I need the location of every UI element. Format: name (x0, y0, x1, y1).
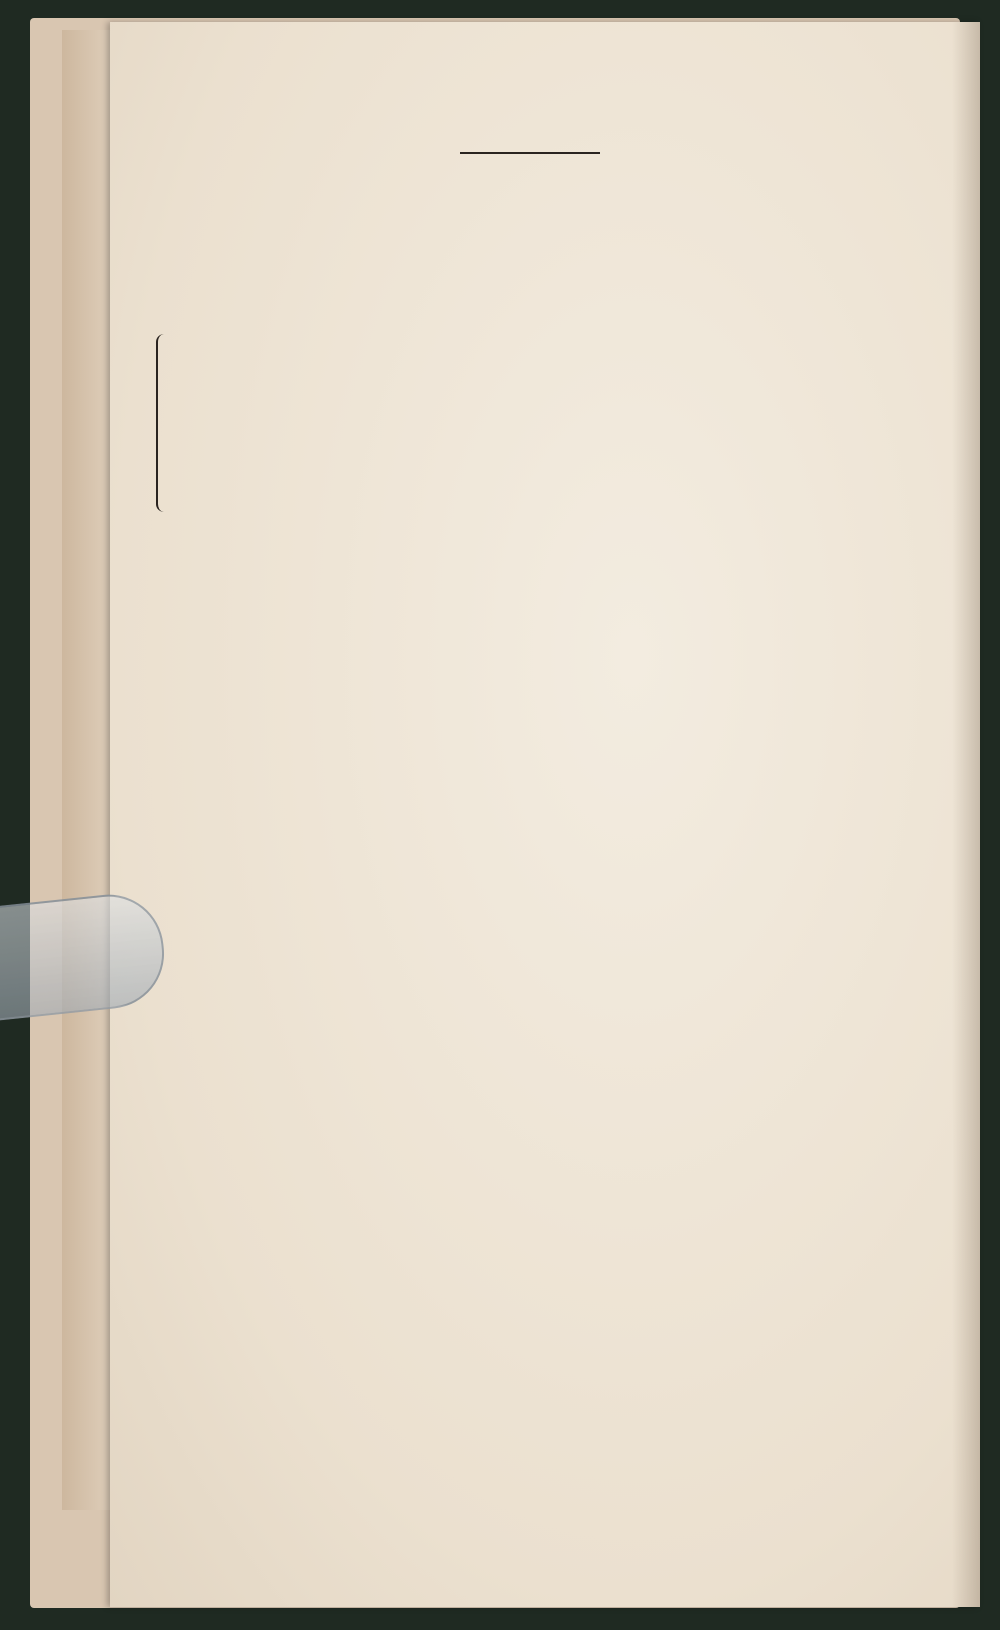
bracketed-group (170, 330, 910, 406)
page-shadow (952, 22, 980, 1607)
brace-mark (156, 334, 168, 512)
wilhelm-line (170, 330, 910, 368)
scene-heading (170, 178, 910, 216)
section-divider (460, 152, 600, 154)
wratislaw-line (170, 368, 910, 406)
marchese-first-line (170, 216, 910, 254)
adelheid-line (170, 292, 910, 330)
verse-continuation (170, 254, 910, 292)
footer-credit (976, 1612, 986, 1626)
text-block (170, 128, 910, 406)
